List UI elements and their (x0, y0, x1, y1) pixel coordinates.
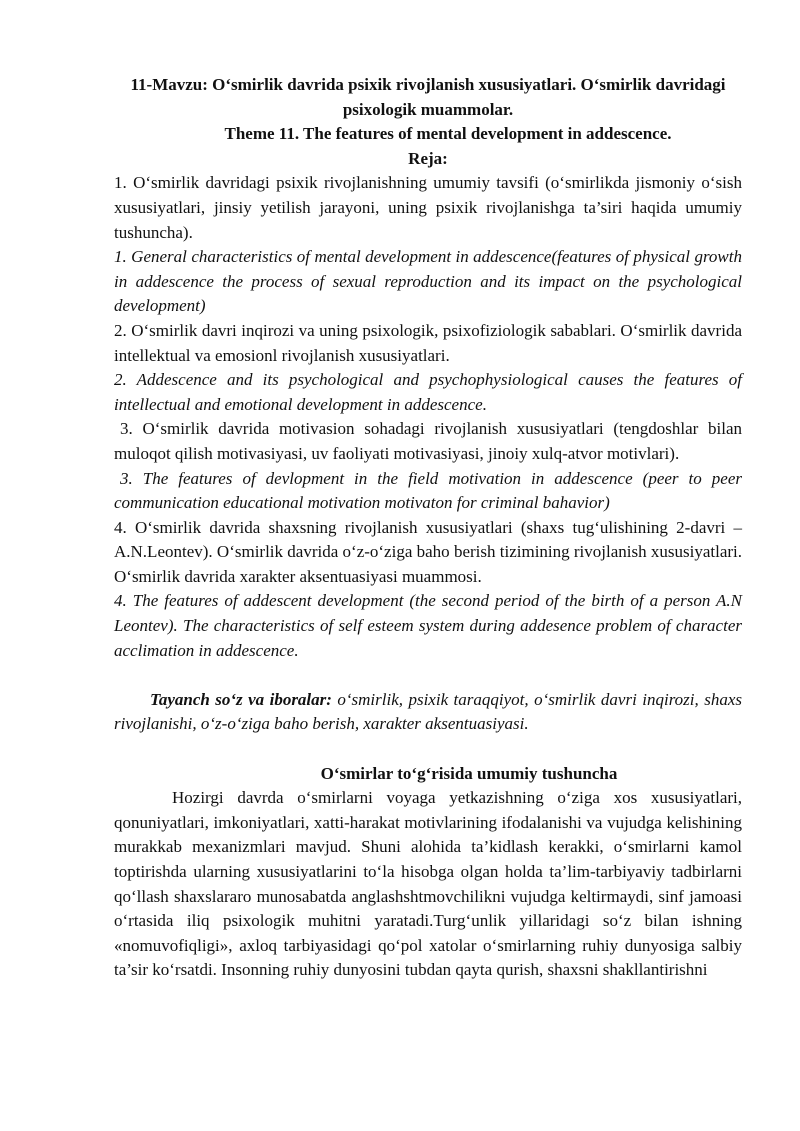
plan-item-3-uz: 3. O‘smirlik davrida motivasion sohadagi rivojlanish xususiyatlari (tengdoshlar bilan muloqot qilish motivasiyasi, uv faoliyati motivasiyasi, jinoiy xulq-atvor motivlari). (114, 419, 742, 463)
spacer (114, 737, 742, 762)
theme-title-en: Theme 11. The features of mental development in addescence. (224, 124, 672, 144)
document-title: 11-Mavzu: O‘smirlik davrida psixik rivojlanish xususiyatlari. O‘smirlik davridagi psixologik muammolar. (130, 75, 726, 119)
spacer (114, 663, 742, 688)
section-heading: O‘smirlar to‘g‘risida umumiy tushuncha (320, 763, 618, 783)
plan-item-2-uz: 2. O‘smirlik davri inqirozi va uning psixologik, psixofiziologik sabablari. O‘smirlik davrida intellektual va emosionl rivojlanish xususiyatlari. (114, 320, 742, 365)
plan-item-2-en: 2. Addescence and its psychological and psychophysiological causes the features of intellectual and emotional development in addescence. (114, 370, 742, 414)
plan-item-4-uz: 4. O‘smirlik davrida shaxsning rivojlanish xususiyatlari (shaxs tug‘ulishining 2-davri – A.N.Leontev). O‘smirlik davrida o‘z-o‘ziga baho berish tizimining rivojlanish xususiyatlari. O‘smirlik davrida xarakter aksentuasiyasi muammosi. (114, 517, 742, 586)
keywords-text: o‘smirlik, psixik taraqqiyot, o‘smirlik davri inqirozi, shaxs rivojlanishi, o‘z-o‘ziga baho berish, xarakter aksentuasiyasi. (114, 689, 742, 734)
keywords-label: Tayanch so‘z va iboralar: (150, 689, 332, 709)
plan-item-1-uz: 1. O‘smirlik davridagi psixik rivojlanishning umumiy tavsifi (o‘smirlikda jismoniy o‘sish xususiyatlari, jinsiy yetilish jarayoni, uning psixik rivojlanishga ta’siri haqida umumiy tushuncha). (114, 173, 742, 242)
document-content (114, 73, 742, 983)
plan-item-3-en: 3. The features of devlopment in the field motivation in addescence (peer to peer communication educational motivation motivaton for criminal bahavior) (114, 468, 742, 513)
section-paragraph: Hozirgi davrda o‘smirlarni voyaga yetkazishning o‘ziga xos xususiyatlari, qonuniyatlari, imkoniyatlari, xatti-harakat motivlarining ifodalanishi va vujudga kelishining murakkab mexanizmlari mavjud. Shuni alohida ta’kidlash kerakki, o‘smirlarni kamol toptirishda ularning xususiyatlarini to‘la hisobga olgan holda ta’lim-tarbiyaviy tadbirlarni qo‘llash shaxslararo munosabatda anglashshtmovchilikni vujudga keltirmaydi, sinf jamoasi o‘rtasida iliq psixologik muhitni yaratadi.Turg‘unlik yillaridagi so‘z bilan ishning «nomuvofiqligi», axloq tarbiyasidagi qo‘pol xatolar o‘smirlarning ruhiy dunyosiga salbiy ta’sir ko‘rsatdi. Insonning ruhiy dunyosini tubdan qayta qurish, shaxsni shakllantirishni (114, 788, 742, 980)
keywords-paragraph (114, 688, 742, 737)
plan-heading: Reja: (408, 148, 448, 168)
plan-item-1-en: 1. General characteristics of mental development in addescence(features of physical growth in addescence the process of sexual reproduction and its impact on the psychological development) (114, 247, 742, 316)
plan-item-4-en: 4. The features of addescent development (the second period of the birth of a person A.N Leontev). The characteristics of self esteem system during addesence problem of character acclimation in addescence. (114, 591, 742, 660)
